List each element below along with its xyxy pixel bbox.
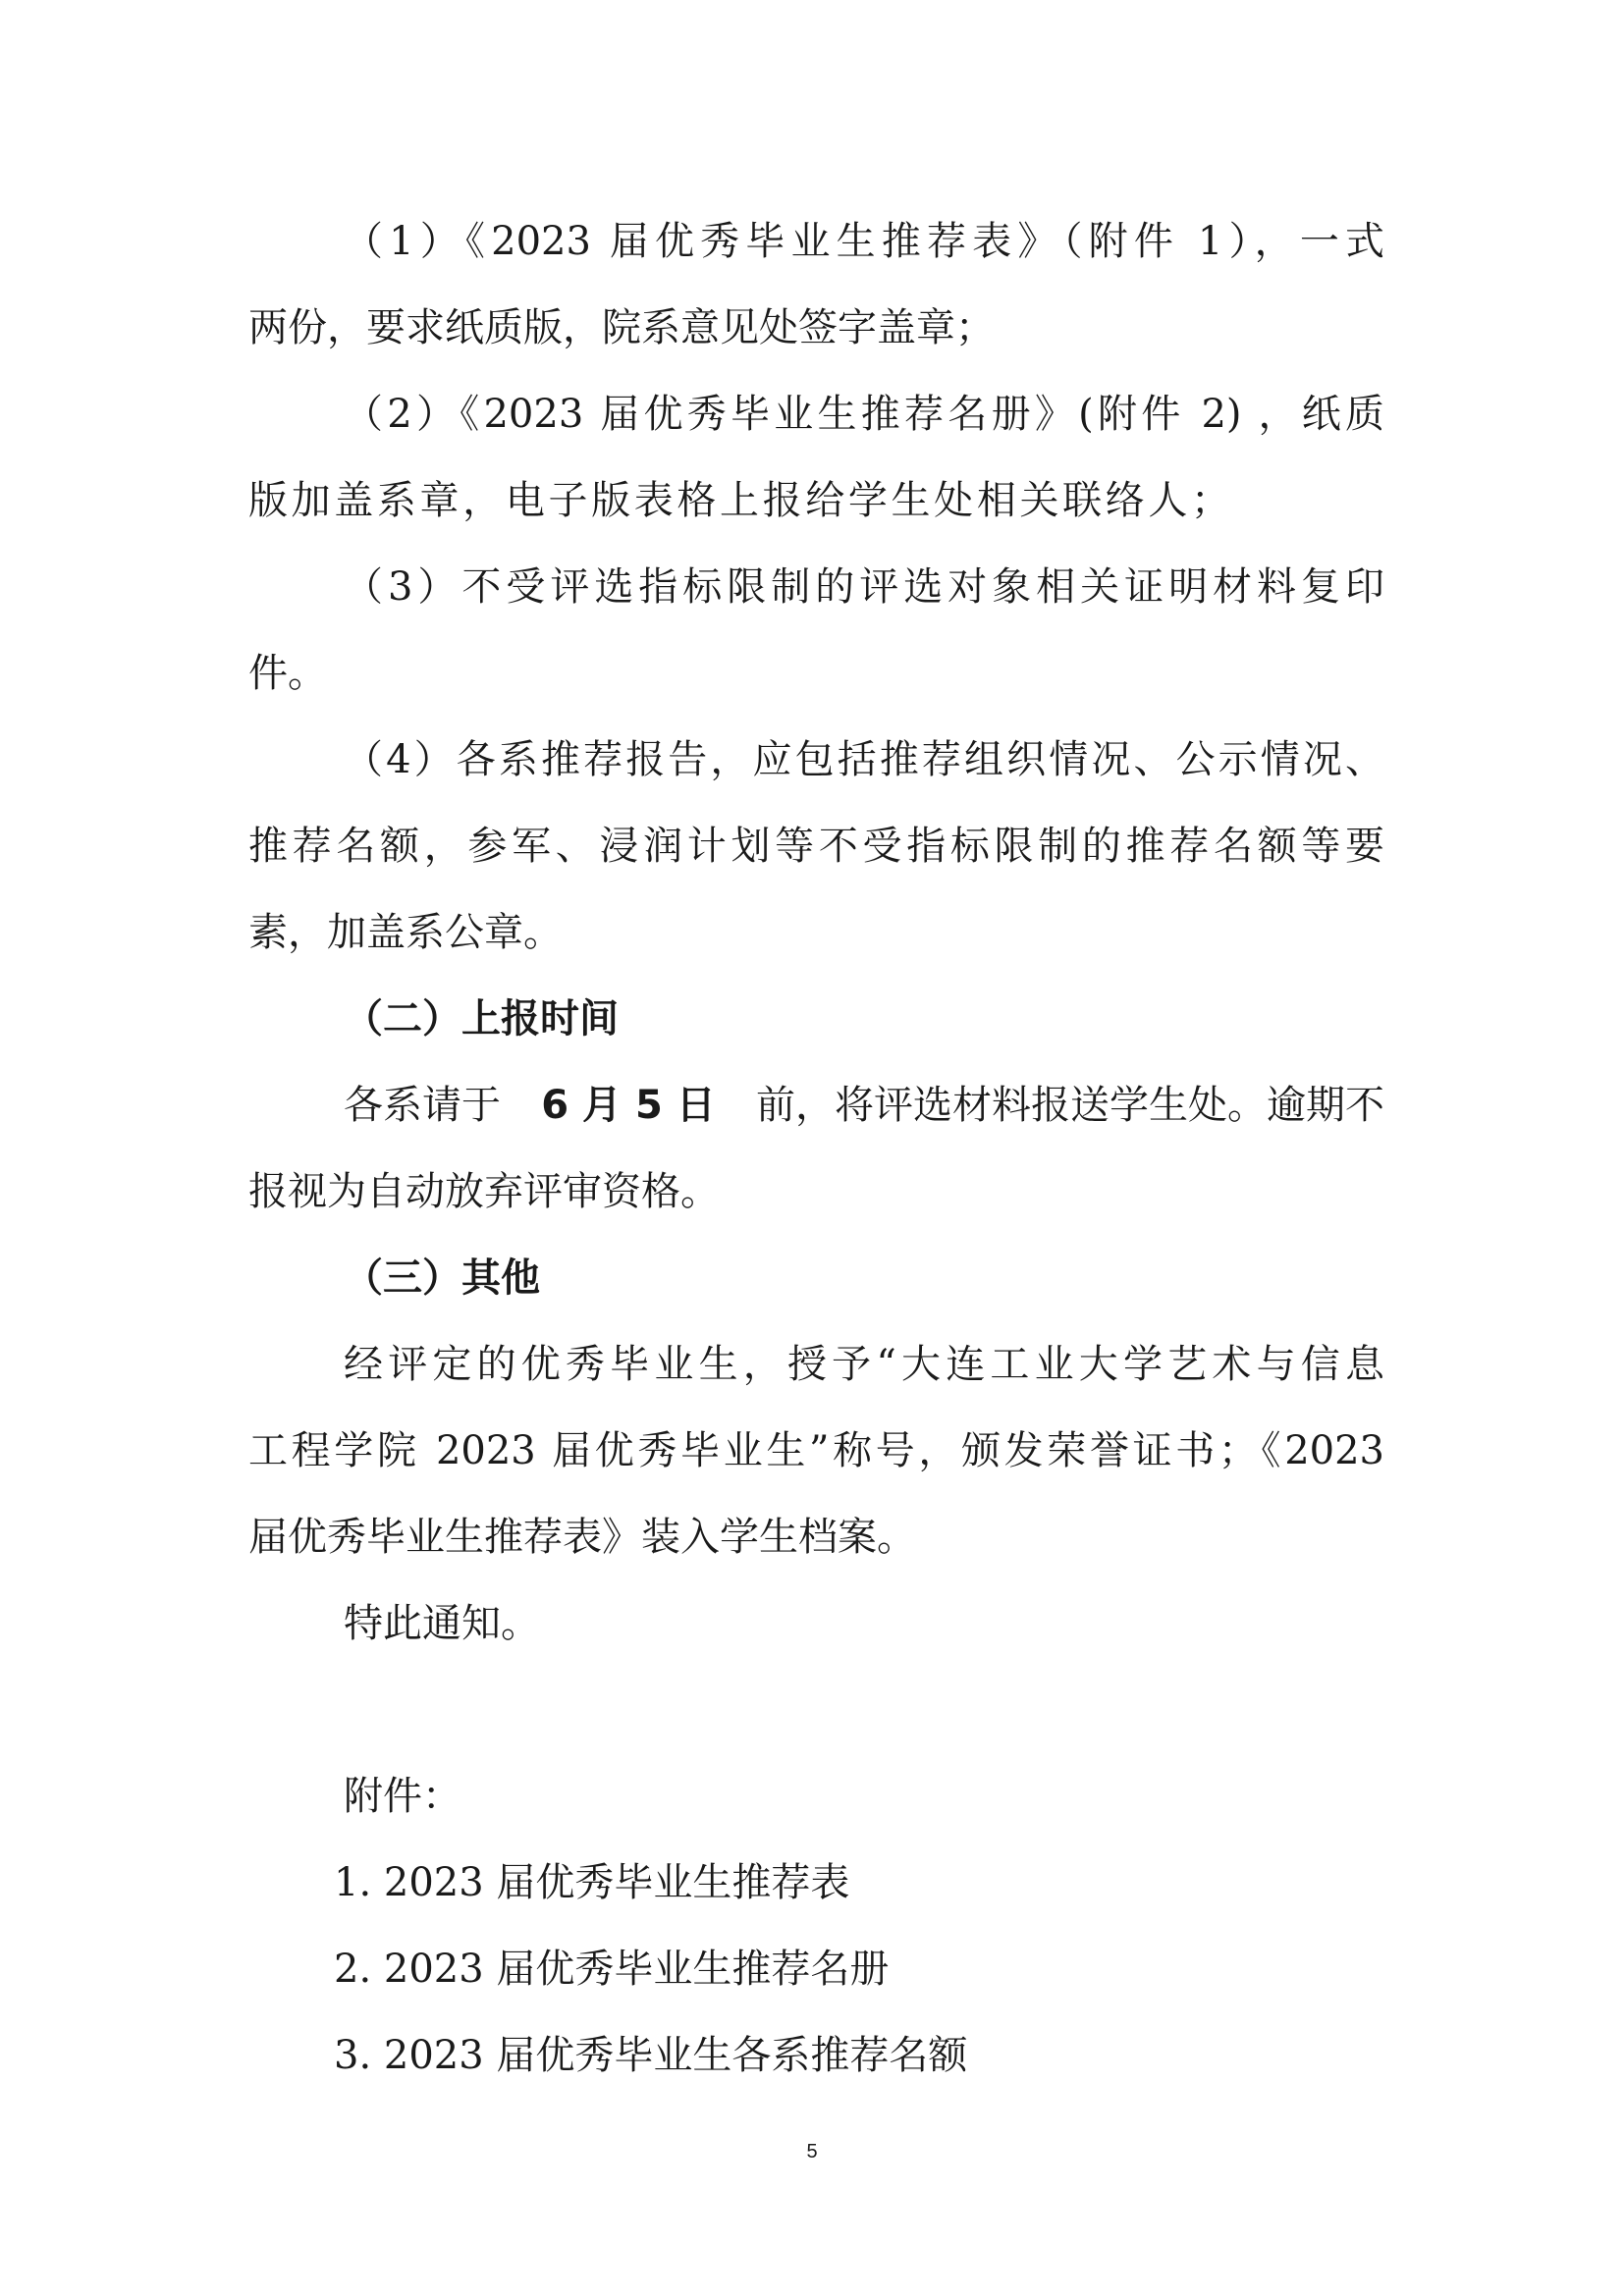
- other-line-2: 工程学院 2023 届优秀毕业生”称号，颁发荣誉证书；《2023: [248, 1428, 1384, 1473]
- closing-text: 特此通知。: [344, 1601, 540, 1646]
- attachment-item-3: 3. 2023 届优秀毕业生各系推荐名额: [334, 2033, 968, 2078]
- section-heading-other: （三）其他: [344, 1255, 540, 1301]
- material-3-line-2: 件。: [248, 651, 327, 696]
- deadline-date: 6 月 5 日: [541, 1083, 716, 1128]
- deadline-suffix: 前，将评选材料报送学生处。逾期不: [755, 1083, 1384, 1128]
- other-line-3: 届优秀毕业生推荐表》装入学生档案。: [248, 1515, 916, 1560]
- material-4-line-2: 推荐名额，参军、浸润计划等不受指标限制的推荐名额等要: [248, 824, 1384, 869]
- material-2-line-1: （2）《2023 届优秀毕业生推荐名册》(附件 2) ，纸质: [344, 392, 1384, 437]
- material-1-line-1: （1）《2023 届优秀毕业生推荐表》（附件 1），一式: [344, 219, 1384, 264]
- other-line-1: 经评定的优秀毕业生，授予“大连工业大学艺术与信息: [344, 1342, 1384, 1387]
- attachments-label: 附件：: [344, 1774, 461, 1819]
- attachment-item-1: 1. 2023 届优秀毕业生推荐表: [334, 1860, 850, 1905]
- deadline-line-2: 报视为自动放弃评审资格。: [248, 1169, 720, 1214]
- page-number: 5: [806, 2141, 818, 2163]
- material-4-line-1: （4）各系推荐报告，应包括推荐组织情况、公示情况、: [344, 737, 1384, 782]
- material-1-line-2: 两份，要求纸质版，院系意见处签字盖章；: [248, 305, 995, 350]
- section-heading-deadline: （二）上报时间: [344, 996, 619, 1041]
- material-4-line-3: 素，加盖系公章。: [248, 910, 563, 955]
- attachment-item-2: 2. 2023 届优秀毕业生推荐名册: [334, 1947, 890, 1992]
- material-2-line-2: 版加盖系章，电子版表格上报给学生处相关联络人；: [248, 478, 1230, 523]
- deadline-prefix: 各系请于: [344, 1083, 501, 1128]
- material-3-line-1: （3）不受评选指标限制的评选对象相关证明材料复印: [344, 564, 1384, 610]
- deadline-line-1: [344, 1076, 1384, 1135]
